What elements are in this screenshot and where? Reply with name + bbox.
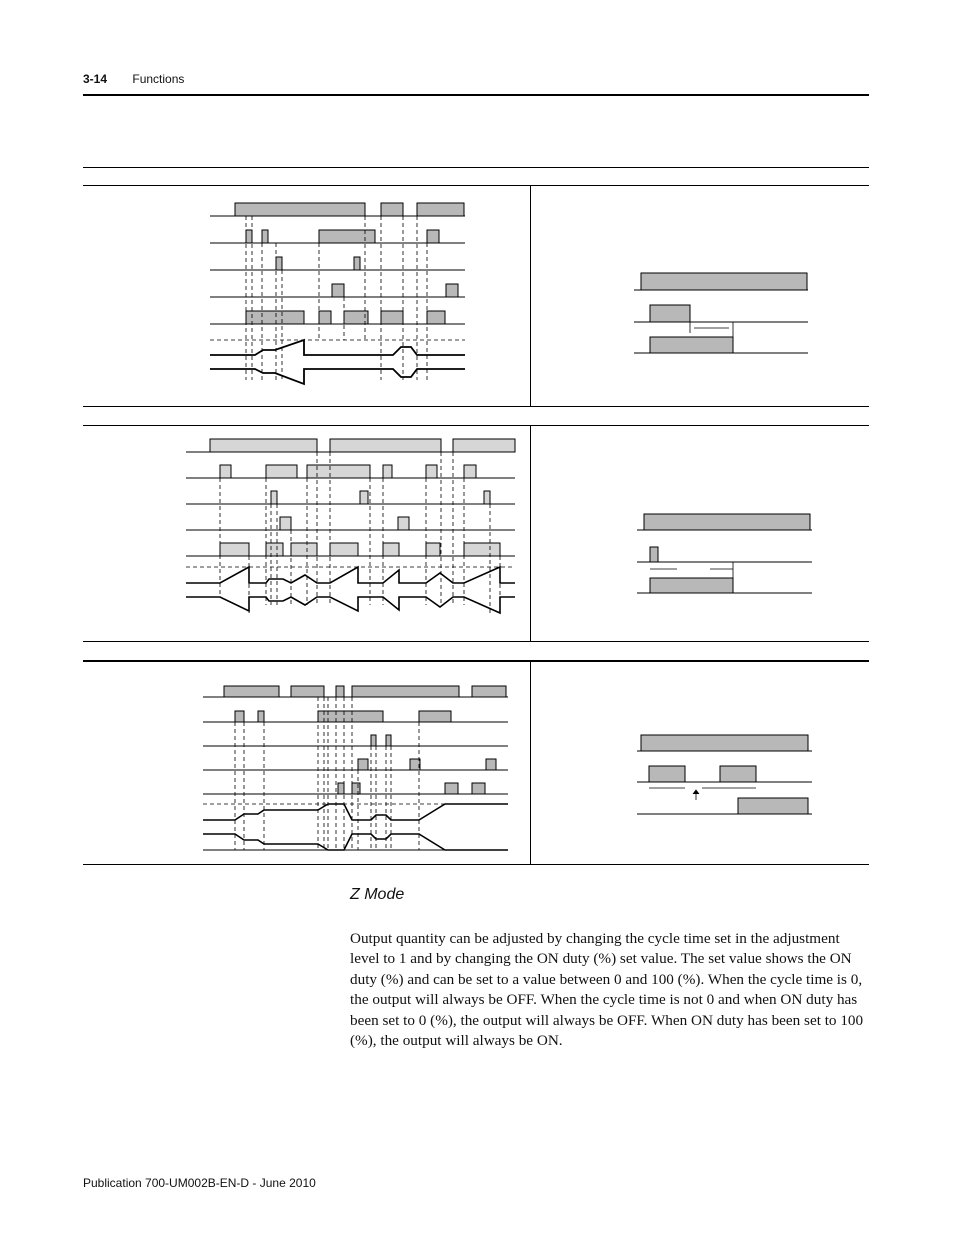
table-divider-1 — [530, 185, 531, 406]
page-header — [83, 72, 184, 86]
timing-chart-2 — [183, 435, 518, 615]
timing-example-1 — [632, 265, 812, 360]
header-rule — [83, 94, 869, 96]
publication-footer: Publication 700-UM002B-EN-D - June 2010 — [83, 1176, 316, 1190]
page-number: 3-14 — [83, 72, 108, 86]
timing-example-2 — [632, 505, 814, 600]
timing-chart-1 — [205, 195, 470, 390]
table-divider-2 — [530, 425, 531, 641]
table-row1-rule — [83, 185, 869, 186]
timing-example-3 — [632, 730, 814, 820]
table-divider-3 — [530, 660, 531, 864]
table-bottom-rule — [83, 864, 869, 865]
table-top-rule — [83, 167, 869, 168]
body-paragraph: Output quantity can be adjusted by changing the cycle time set in the adjustment level to 1 and by changing the ON duty (%) set value. The set value shows the ON duty (%) and can be set to a value between 0 and 100 (%). When the cycle time is 0, the output will always be OFF. When the cycle time is not 0 and when ON duty has been set to 0 (%), the output will always be OFF. When ON duty has been set to 100 (%), the output will always be ON. — [350, 930, 864, 1050]
table-row2b-rule — [83, 425, 869, 426]
table-row2-rule — [83, 406, 869, 407]
section-heading: Z Mode — [350, 886, 405, 903]
table-row3-rule — [83, 641, 869, 642]
section-name: Functions — [132, 72, 185, 86]
table-row3b-rule — [83, 660, 869, 662]
timing-chart-3 — [200, 680, 512, 855]
